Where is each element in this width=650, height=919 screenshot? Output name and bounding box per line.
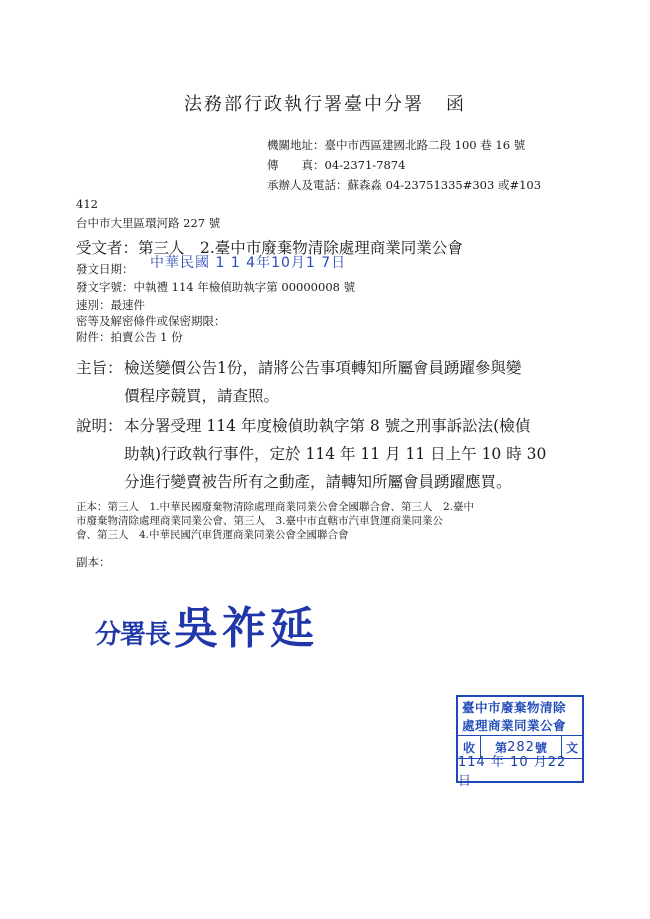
explanation-line-1: 本分署受理 114 年度檢偵助執字第 8 號之刑事訴訟法(檢偵 xyxy=(124,417,531,435)
distribution-original xyxy=(76,500,584,542)
recipient-address: 台中市大里區環河路 227 號 xyxy=(76,216,221,230)
speed-label: 速別： xyxy=(76,298,111,312)
stamp-org-line-1: 臺中市廢棄物清除 xyxy=(462,700,567,715)
stamp-num-suffix: 號 xyxy=(534,740,547,755)
explanation-line-2: 助執)行政執行事件，定於 114 年 11 月 11 日上午 10 時 30 xyxy=(124,445,547,463)
explanation-block xyxy=(76,412,546,496)
agency-contact xyxy=(267,177,541,193)
original-line-3: 會、第三人 4.中華民國汽車貨運商業同業公會全國聯合會 xyxy=(76,529,349,541)
agency-address xyxy=(267,137,525,153)
date-stamp: 中華民國 1 1 4年10月1 7日 xyxy=(150,255,347,271)
title-agency: 法務部行政執行署臺中分署 xyxy=(184,94,424,115)
ref-label: 發文字號： xyxy=(76,280,134,294)
stamp-org xyxy=(458,697,582,735)
stamp-num-prefix: 第 xyxy=(495,740,508,755)
subject-line-1: 檢送變價公告1份，請將公告事項轉知所屬會員踴躍參與變 xyxy=(124,359,522,377)
speed-line xyxy=(76,297,145,313)
ref-value: 中執禮 114 年檢偵助執字第 00000008 號 xyxy=(133,280,356,294)
subject-block xyxy=(76,354,521,410)
address-label: 機關地址： xyxy=(267,138,325,152)
secrecy-label: 密等及解密條件或保密期限： xyxy=(76,314,226,328)
subject-line-2: 價程序競買，請查照。 xyxy=(124,387,280,405)
postal-code: 412 xyxy=(76,197,98,211)
stamp-org-line-2: 處理商業同業公會 xyxy=(462,718,567,733)
contact-value: 蘇森淼 04-23751335#303 或#103 xyxy=(347,178,542,192)
subject-label: 主旨： xyxy=(76,359,123,377)
original-line-1: 第三人 1.中華民國廢棄物清除處理商業同業公會全國聯合會、第三人 2.臺中 xyxy=(107,501,475,513)
explanation-line-3: 分進行變賣被告所有之動產，請轉知所屬會員踴躍應買。 xyxy=(124,473,512,491)
stamp-recv-char: 收 xyxy=(458,736,481,758)
original-label: 正本： xyxy=(76,501,108,513)
stamp-doc-char: 文 xyxy=(565,740,578,755)
signature-title: 分署長 xyxy=(95,620,171,650)
secrecy-line xyxy=(76,313,226,329)
stamp-num-value: 282 xyxy=(507,739,535,755)
date-label: 發文日期： xyxy=(76,262,134,276)
agency-fax xyxy=(267,157,405,173)
recipient-name: 第三人 2.臺中市廢棄物清除處理商業同業公會 xyxy=(138,239,463,257)
fax-value: 04-2371-7874 xyxy=(324,158,406,172)
speed-value: 最速件 xyxy=(110,298,145,312)
signature-name: 吳祚延 xyxy=(174,603,319,654)
original-line-2: 市廢棄物清除處理商業同業公會、第三人 3.臺中市直轄市汽車貨運商業同業公 xyxy=(76,515,444,527)
fax-label: 傳 真： xyxy=(267,158,325,172)
receipt-stamp xyxy=(456,695,584,789)
address-value: 臺中市西區建國北路二段 100 巷 16 號 xyxy=(324,138,526,152)
recipient-label: 受文者： xyxy=(76,239,139,257)
copy-label: 副本： xyxy=(76,555,111,569)
attachment-line xyxy=(76,329,183,345)
page-title xyxy=(0,90,650,116)
stamp-date: 114 年 10 月22 日 xyxy=(458,758,582,781)
attach-value: 拍賣公告 1 份 xyxy=(110,330,183,344)
contact-label: 承辦人及電話： xyxy=(267,178,348,192)
title-suffix: 函 xyxy=(446,94,466,115)
signature xyxy=(95,592,318,656)
reference-line xyxy=(76,279,355,295)
attach-label: 附件： xyxy=(76,330,111,344)
explanation-label: 說明： xyxy=(76,417,123,435)
